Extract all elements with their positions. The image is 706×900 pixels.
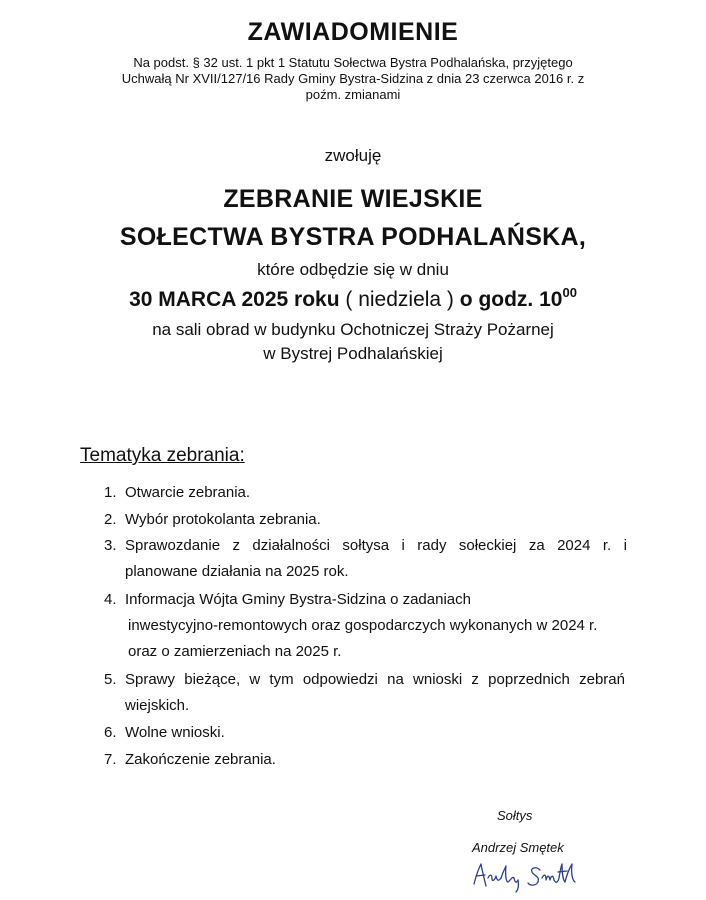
agenda-item-text: wiejskich. bbox=[125, 697, 190, 714]
signatory-title: Sołtys bbox=[497, 808, 533, 823]
agenda-item-text: Informacja Wójta Gminy Bystra-Sidzina o zadaniach bbox=[125, 591, 471, 608]
meeting-title-line1: ZEBRANIE WIEJSKIE bbox=[223, 185, 483, 213]
meeting-title-line2: SOŁECTWA BYSTRA PODHALAŃSKA, bbox=[119, 223, 587, 251]
agenda-item-text: Sprawy bieżące, w tym odpowiedzi na wnioski z poprzednich zebrań bbox=[125, 671, 625, 688]
agenda-item-number: 1. bbox=[104, 484, 117, 501]
signatory-name: Andrzej Smętek bbox=[472, 840, 564, 855]
agenda-item-text: oraz o zamierzeniach na 2025 r. bbox=[128, 643, 342, 660]
legal-basis-line: poźm. zmianami bbox=[305, 87, 401, 102]
meeting-time-minutes: 00 bbox=[562, 285, 577, 300]
meeting-time: o godz. 10 bbox=[459, 288, 563, 311]
agenda-item-text: Sprawozdanie z działalności sołtysa i rady sołeckiej za 2024 r. i bbox=[125, 537, 627, 554]
agenda-item-text: Wolne wnioski. bbox=[125, 724, 225, 741]
agenda-item-text: planowane działania na 2025 rok. bbox=[125, 563, 349, 580]
agenda-item-text: Zakończenie zebrania. bbox=[125, 751, 276, 768]
venue-line: w Bystrej Podhalańskiej bbox=[263, 344, 443, 363]
agenda-item-number: 7. bbox=[104, 751, 117, 768]
venue-line: na sali obrad w budynku Ochotniczej Straży Pożarnej bbox=[152, 320, 554, 339]
meeting-venue bbox=[0, 318, 706, 366]
agenda-item-number: 6. bbox=[104, 724, 117, 741]
agenda-item-text: inwestycyjno-remontowych oraz gospodarczych wykonanych w 2024 r. bbox=[128, 617, 598, 634]
agenda-heading: Tematyka zebrania: bbox=[80, 445, 245, 466]
agenda-item-number: 3. bbox=[104, 537, 117, 554]
meeting-weekday: ( niedziela ) bbox=[345, 288, 454, 311]
agenda-item-text: Otwarcie zebrania. bbox=[125, 484, 251, 501]
legal-basis bbox=[80, 55, 626, 103]
legal-basis-line: Uchwałą Nr XVII/127/16 Rady Gminy Bystra-Sidzina z dnia 23 czerwca 2016 r. z bbox=[121, 71, 585, 86]
agenda-item-number: 5. bbox=[104, 671, 117, 688]
agenda-item-number: 4. bbox=[104, 591, 117, 608]
meeting-intro: które odbędzie się w dniu bbox=[257, 260, 449, 279]
agenda-item-text: Wybór protokolanta zebrania. bbox=[125, 511, 321, 528]
meeting-date: 30 MARCA 2025 roku bbox=[129, 288, 340, 311]
meeting-date-line bbox=[0, 285, 706, 312]
convene-word: zwołuję bbox=[324, 146, 382, 165]
handwritten-signature bbox=[468, 858, 588, 899]
agenda-item-number: 2. bbox=[104, 511, 117, 528]
legal-basis-line: Na podst. § 32 ust. 1 pkt 1 Statutu Sołectwa Bystra Podhalańska, przyjętego bbox=[133, 55, 573, 70]
notice-title: ZAWIADOMIENIE bbox=[247, 18, 459, 46]
